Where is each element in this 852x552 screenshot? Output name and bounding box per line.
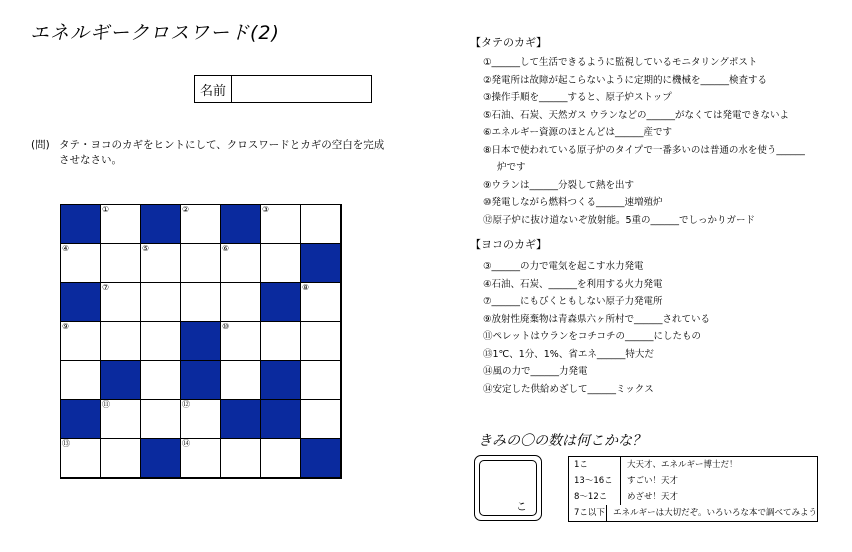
grid-cell[interactable] xyxy=(140,399,181,439)
result-range: 7こ以下 xyxy=(569,505,607,521)
grid-cell[interactable] xyxy=(100,399,141,439)
clue-item: ⑪ペレットはウランをコチコチの______にしたもの xyxy=(483,331,702,342)
grid-cell[interactable] xyxy=(300,321,341,361)
yoko-clues xyxy=(483,258,710,398)
grid-cell[interactable] xyxy=(220,321,261,361)
clue-item: ①______して生活できるように監視しているモニタリングポスト xyxy=(483,57,758,68)
cell-number: ⑤ xyxy=(142,244,150,253)
bonus-question: きみの〇の数は何こかな？ xyxy=(478,433,646,449)
black-cell xyxy=(60,204,101,244)
grid-cell[interactable] xyxy=(60,321,101,361)
question-label: (問) xyxy=(31,139,50,151)
grid-cell[interactable] xyxy=(220,282,261,322)
result-message: めざせ！天才 xyxy=(627,492,679,502)
black-cell xyxy=(180,321,221,361)
question-text: タテ・ヨコのカギをヒントにして、クロスワードとカギの空白を完成させなさい。 xyxy=(59,139,385,166)
cell-number: ⑪ xyxy=(102,400,110,409)
clue-item: ⑭安定した供給めざして______ミックス xyxy=(483,383,654,395)
black-cell xyxy=(100,360,141,400)
grid-cell[interactable] xyxy=(180,282,221,322)
grid-cell[interactable] xyxy=(300,282,341,322)
result-message: エネルギーは大切だぞ。いろいろな本で調べてみよう xyxy=(613,508,817,518)
cell-number: ⑧ xyxy=(302,283,310,292)
grid-cell[interactable] xyxy=(60,438,101,478)
grid-cell[interactable] xyxy=(100,321,141,361)
grid-cell[interactable] xyxy=(220,243,261,283)
result-row xyxy=(569,457,817,473)
cell-number: ① xyxy=(102,205,110,214)
black-cell xyxy=(300,243,341,283)
cell-number: ② xyxy=(182,205,190,214)
clue-item: ⑨放射性廃棄物は青森県六ヶ所村で______されている xyxy=(483,313,711,325)
grid-cell[interactable] xyxy=(100,243,141,283)
clue-item: 炉です xyxy=(497,162,526,173)
grid-cell[interactable] xyxy=(60,360,101,400)
clue-item: ⑧日本で使われている原子炉のタイプで一番多いのは普通の水を使う______ xyxy=(483,144,805,156)
result-range: 8～12こ xyxy=(569,489,621,505)
black-cell xyxy=(220,204,261,244)
clue-item: ⑦______にもびくともしない原子力発電所 xyxy=(483,296,663,307)
grid-cell[interactable] xyxy=(180,243,221,283)
name-label: 名前 xyxy=(195,76,232,102)
clue-item: ②発電所は故障が起こらないように定期的に機械を______検査する xyxy=(483,74,768,86)
grid-cell[interactable] xyxy=(260,243,301,283)
clue-item: ③______の力で電気を起こす水力発電 xyxy=(483,261,644,272)
page-title: エネルギークロスワード(2) xyxy=(30,22,280,44)
grid-cell[interactable] xyxy=(100,204,141,244)
grid-cell[interactable] xyxy=(140,360,181,400)
cell-number: ⑭ xyxy=(182,439,190,448)
cell-number: ③ xyxy=(262,205,270,214)
black-cell xyxy=(60,399,101,439)
yoko-heading: 【ヨコのカギ】 xyxy=(470,238,547,251)
tate-clues xyxy=(483,54,805,229)
clue-item: ⑨ウランは______分裂して熱を出す xyxy=(483,179,635,191)
grid-cell[interactable] xyxy=(180,204,221,244)
result-row xyxy=(569,489,817,505)
question xyxy=(31,138,391,168)
answer-box[interactable] xyxy=(474,455,542,521)
answer-unit: こ xyxy=(516,500,527,513)
grid-cell[interactable] xyxy=(60,243,101,283)
black-cell xyxy=(140,438,181,478)
result-range: 13～16こ xyxy=(569,473,621,489)
black-cell xyxy=(300,438,341,478)
grid-cell[interactable] xyxy=(180,438,221,478)
grid-cell[interactable] xyxy=(220,438,261,478)
grid-cell[interactable] xyxy=(260,438,301,478)
grid-cell[interactable] xyxy=(140,282,181,322)
grid-cell[interactable] xyxy=(300,204,341,244)
name-field[interactable] xyxy=(232,76,371,102)
crossword-grid xyxy=(60,204,342,479)
black-cell xyxy=(220,399,261,439)
result-row xyxy=(569,505,817,521)
black-cell xyxy=(260,360,301,400)
result-message: すごい！天才 xyxy=(627,476,679,486)
result-row xyxy=(569,473,817,489)
clue-item: ⑭風の力で______力発電 xyxy=(483,366,588,377)
black-cell xyxy=(260,282,301,322)
cell-number: ⑬ xyxy=(62,439,70,448)
result-message: 大天才、エネルギー博士だ！ xyxy=(627,460,738,470)
result-table xyxy=(568,456,818,522)
clue-item: ③操作手順を______すると、原子炉ストップ xyxy=(483,92,672,103)
clue-item: ⑬1℃、1分、1%、省エネ______特大だ xyxy=(483,348,654,360)
grid-cell[interactable] xyxy=(260,321,301,361)
grid-cell[interactable] xyxy=(220,360,261,400)
name-box xyxy=(194,75,372,103)
cell-number: ⑦ xyxy=(102,283,110,292)
grid-cell[interactable] xyxy=(300,399,341,439)
clue-item: ⑫原子炉に抜け道ないぞ放射能。5重の______でしっかりガード xyxy=(483,214,756,226)
grid-cell[interactable] xyxy=(140,321,181,361)
cell-number: ④ xyxy=(62,244,70,253)
answer-inner xyxy=(479,460,537,516)
black-cell xyxy=(60,282,101,322)
cell-number: ⑥ xyxy=(222,244,230,253)
clue-item: ⑥エネルギー資源のほとんどは______産です xyxy=(483,127,673,138)
clue-item: ⑤石油、石炭、天然ガス ウランなどの______がなくては発電できないよ xyxy=(483,109,790,121)
cell-number: ⑨ xyxy=(62,322,70,331)
grid-cell[interactable] xyxy=(180,399,221,439)
grid-cell[interactable] xyxy=(140,243,181,283)
grid-cell[interactable] xyxy=(260,204,301,244)
clue-item: ④石油、石炭、______を利用する火力発電 xyxy=(483,278,663,290)
cell-number: ⑩ xyxy=(222,322,230,331)
black-cell xyxy=(140,204,181,244)
result-range: 1こ xyxy=(569,457,621,473)
black-cell xyxy=(180,360,221,400)
clue-item: ⑩発電しながら燃料つくる______速増殖炉 xyxy=(483,197,663,208)
grid-cell[interactable] xyxy=(300,360,341,400)
grid-cell[interactable] xyxy=(100,282,141,322)
tate-heading: 【タテのカギ】 xyxy=(470,36,547,49)
black-cell xyxy=(260,399,301,439)
cell-number: ⑫ xyxy=(182,400,190,409)
grid-cell[interactable] xyxy=(100,438,141,478)
